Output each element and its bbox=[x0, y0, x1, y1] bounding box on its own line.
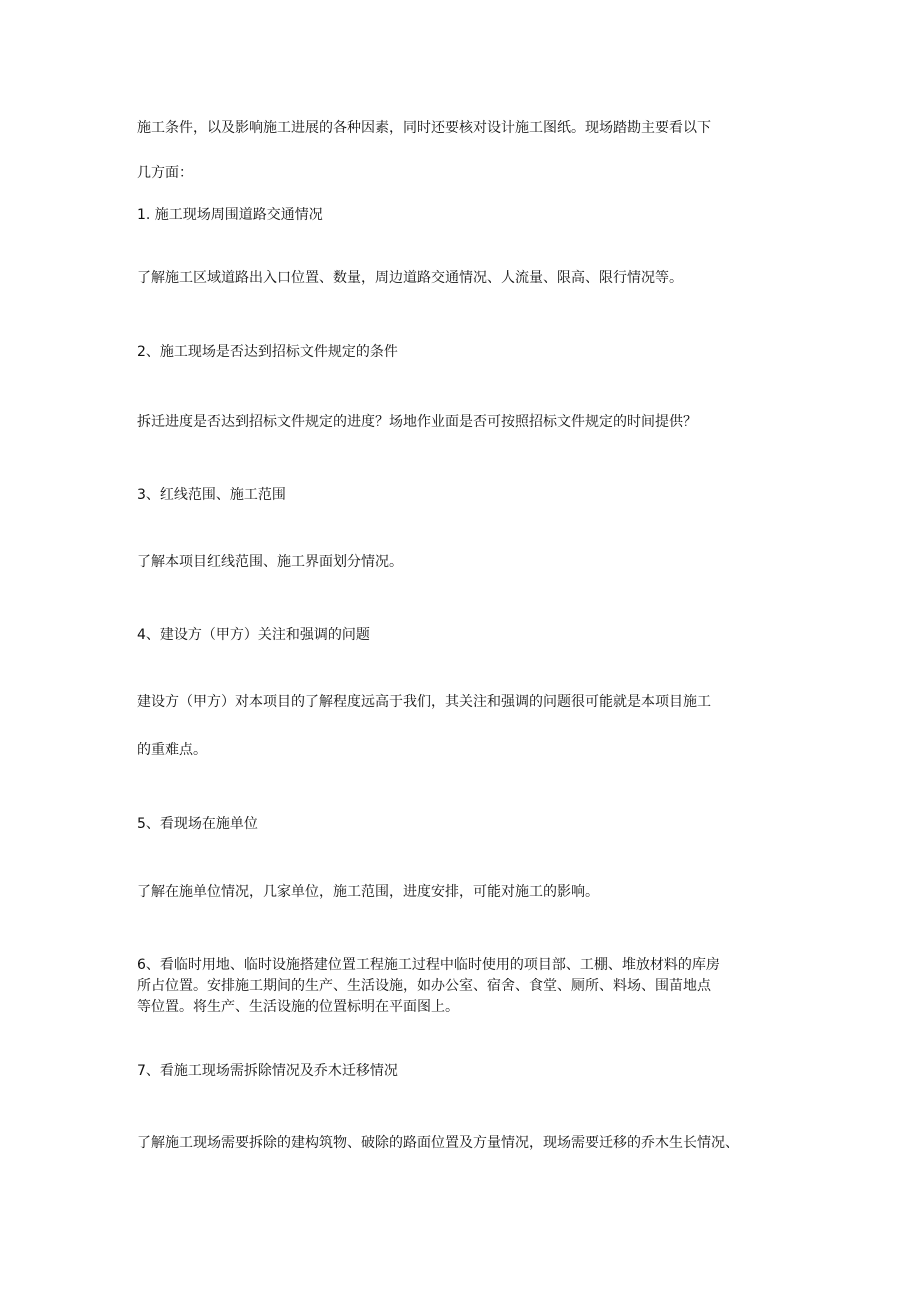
section-5-body: 了解在施单位情况，几家单位，施工范围，进度安排，可能对施工的影响。 bbox=[137, 884, 599, 900]
section-3-heading: 3、红线范围、施工范围 bbox=[137, 487, 286, 503]
section-4-heading: 4、建设方（甲方）关注和强调的问题 bbox=[137, 627, 370, 643]
section-7-heading: 7、看施工现场需拆除情况及乔木迁移情况 bbox=[137, 1063, 398, 1079]
section-1-heading: 1. 施工现场周围道路交通情况 bbox=[137, 207, 323, 223]
section-4-body-line-1: 建设方（甲方）对本项目的了解程度远高于我们，其关注和强调的问题很可能就是本项目施工 bbox=[137, 694, 711, 710]
section-5-heading: 5、看现场在施单位 bbox=[137, 816, 258, 832]
section-1-body: 了解施工区域道路出入口位置、数量，周边道路交通情况、人流量、限高、限行情况等。 bbox=[137, 270, 683, 286]
intro-paragraph-line-2: 几方面： bbox=[137, 165, 193, 181]
section-6-body-line-3: 等位置。将生产、生活设施的位置标明在平面图上。 bbox=[137, 999, 459, 1015]
section-6-body-line-1: 6、看临时用地、临时设施搭建位置工程施工过程中临时使用的项目部、工棚、堆放材料的库房 bbox=[137, 957, 720, 973]
section-4-body-line-2: 的重难点。 bbox=[137, 742, 207, 758]
intro-paragraph-line-1: 施工条件，以及影响施工进展的各种因素，同时还要核对设计施工图纸。现场踏勘主要看以下 bbox=[137, 120, 711, 136]
section-6-body-line-2: 所占位置。安排施工期间的生产、生活设施，如办公室、宿舍、食堂、厕所、料场、围苗地点 bbox=[137, 978, 711, 994]
section-2-body: 拆迁进度是否达到招标文件规定的进度？场地作业面是否可按照招标文件规定的时间提供？ bbox=[137, 414, 697, 430]
section-7-body: 了解施工现场需要拆除的建构筑物、破除的路面位置及方量情况，现场需要迁移的乔木生长情况、 bbox=[137, 1135, 739, 1151]
section-3-body: 了解本项目红线范围、施工界面划分情况。 bbox=[137, 554, 403, 570]
section-2-heading: 2、施工现场是否达到招标文件规定的条件 bbox=[137, 344, 398, 360]
